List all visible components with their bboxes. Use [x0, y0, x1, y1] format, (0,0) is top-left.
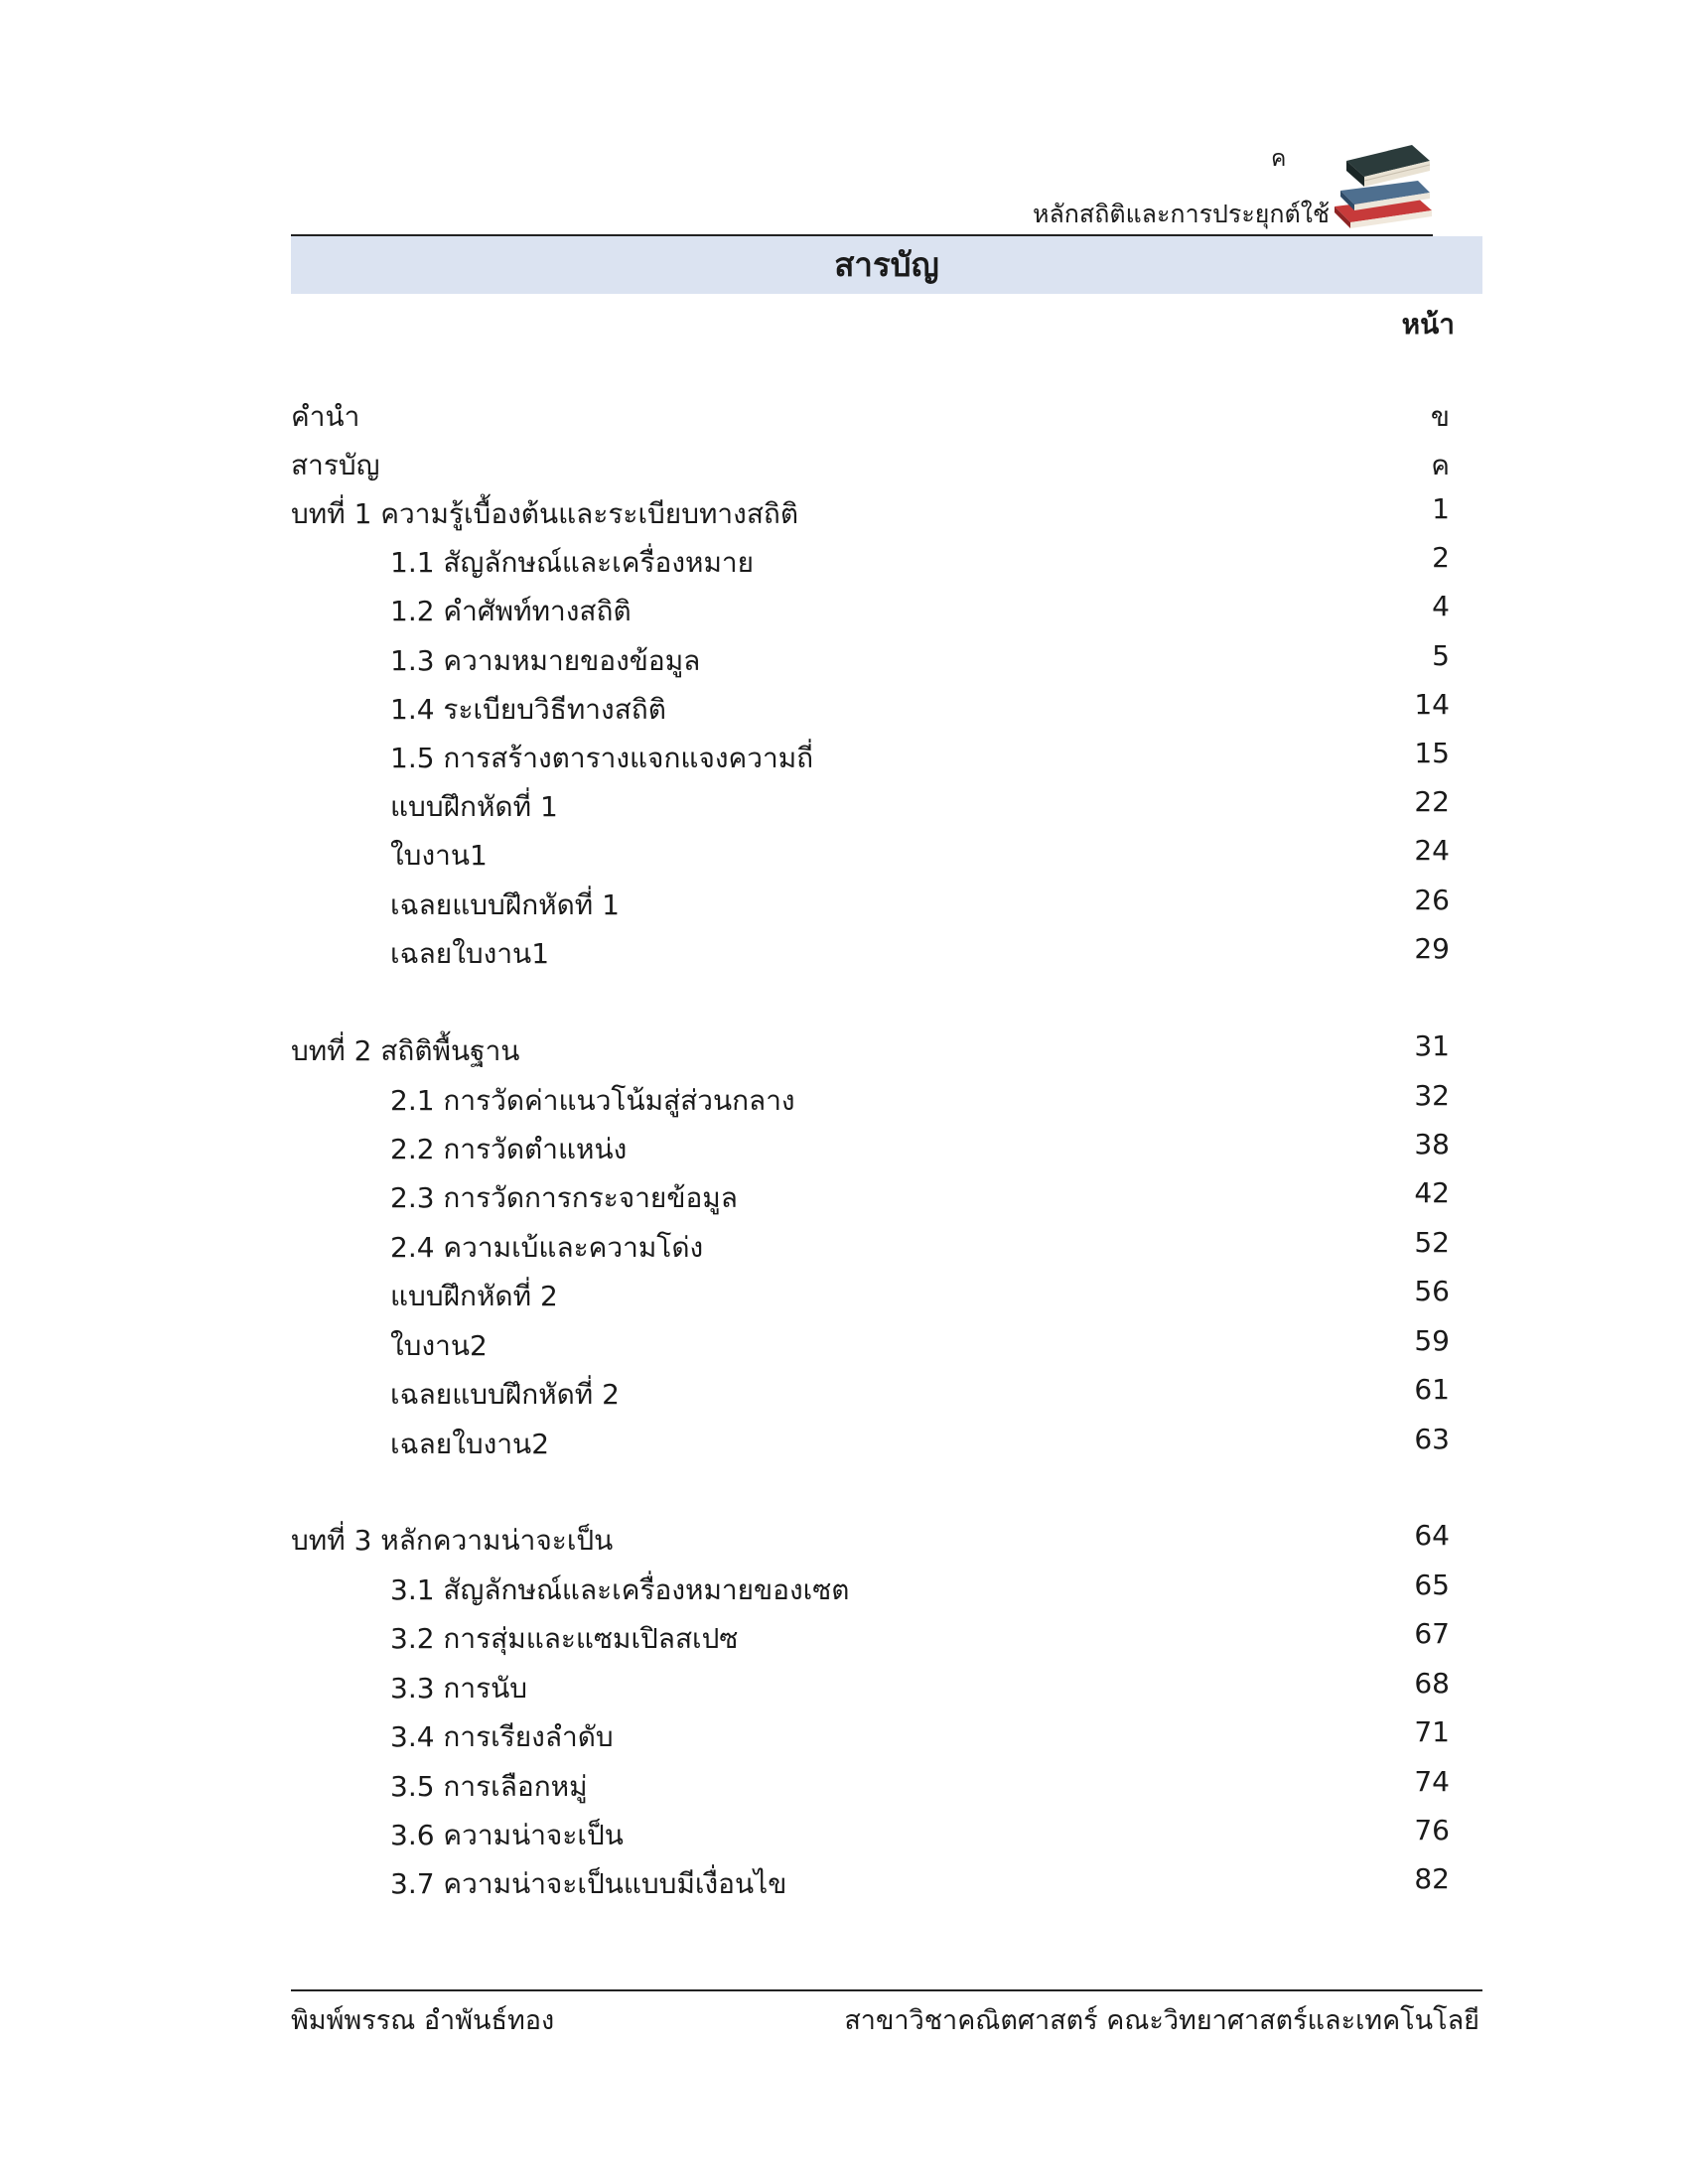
toc-entry-page: 52 — [1414, 1226, 1450, 1259]
toc-entry-label: บทที่ 2 สถิติพื้นฐาน — [291, 1034, 520, 1067]
toc-entry-label: 3.6 ความน่าจะเป็น — [390, 1819, 624, 1851]
toc-entry-label: 1.2 คำศัพท์ทางสถิติ — [390, 595, 632, 627]
toc-entry-page: 32 — [1414, 1079, 1450, 1112]
toc-entry — [0, 688, 1688, 734]
toc-entry-page: 59 — [1414, 1324, 1450, 1357]
toc-entry-label: 2.4 ความเบ้และความโด่ง — [390, 1231, 704, 1264]
toc-entry-page: 26 — [1414, 884, 1450, 916]
toc-entry — [0, 1765, 1688, 1811]
toc-entry-page: 63 — [1414, 1423, 1450, 1455]
toc-entry-page: 65 — [1414, 1569, 1450, 1601]
header-page-letter: ค — [1271, 146, 1287, 172]
toc-entry — [0, 492, 1688, 538]
books-icon — [1321, 135, 1440, 234]
toc-entry — [0, 1667, 1688, 1712]
header-book-title: หลักสถิติและการประยุกต์ใช้ — [1033, 200, 1330, 228]
toc-entry — [0, 590, 1688, 635]
toc-entry-page: 64 — [1414, 1519, 1450, 1552]
toc-entry — [0, 1324, 1688, 1370]
toc-entry — [0, 1519, 1688, 1565]
toc-entry-label: สารบัญ — [291, 449, 380, 481]
toc-entry — [0, 1128, 1688, 1173]
toc-entry-label: แบบฝึกหัดที่ 1 — [390, 790, 558, 823]
toc-entry-page: ค — [1431, 449, 1450, 481]
toc-entry-label: ใบงาน1 — [390, 839, 488, 872]
toc-entry-page: 56 — [1414, 1275, 1450, 1307]
toc-entry-label: 1.1 สัญลักษณ์และเครื่องหมาย — [390, 546, 755, 579]
toc-entry-page: 31 — [1414, 1029, 1450, 1062]
toc-entry-label: บทที่ 3 หลักความน่าจะเป็น — [291, 1524, 614, 1557]
footer-author: พิมพ์พรรณ อำพันธ์ทอง — [291, 2005, 555, 2036]
toc-entry-page: 14 — [1414, 688, 1450, 721]
toc-entry-label: 3.7 ความน่าจะเป็นแบบมีเงื่อนไข — [390, 1867, 787, 1900]
toc-entry — [0, 1423, 1688, 1468]
toc-entry — [0, 737, 1688, 782]
toc-entry-page: 22 — [1414, 785, 1450, 818]
toc-entry — [0, 932, 1688, 978]
toc-entry-label: เฉลยใบงาน1 — [390, 937, 550, 970]
toc-entry-label: 3.4 การเรียงลำดับ — [390, 1720, 614, 1753]
toc-entry — [0, 1029, 1688, 1075]
toc-entry-page: 67 — [1414, 1617, 1450, 1650]
toc-entry-label: 3.2 การสุ่มและแซมเปิลสเปซ — [390, 1622, 739, 1655]
toc-entry-page: 76 — [1414, 1814, 1450, 1846]
toc-entry-page: 61 — [1414, 1373, 1450, 1406]
toc-entry-label: ใบงาน2 — [390, 1329, 488, 1362]
toc-entry — [0, 1275, 1688, 1320]
toc-title: สารบัญ — [291, 236, 1482, 294]
toc-entry — [0, 1862, 1688, 1908]
toc-entry-label: 2.1 การวัดค่าแนวโน้มสู่ส่วนกลาง — [390, 1084, 795, 1117]
toc-entry-page: 15 — [1414, 737, 1450, 769]
toc-entry-label: แบบฝึกหัดที่ 2 — [390, 1280, 558, 1312]
toc-entry — [0, 541, 1688, 587]
toc-entry-page: 68 — [1414, 1667, 1450, 1700]
toc-entry — [0, 1569, 1688, 1614]
page-column-label: หน้า — [1401, 308, 1455, 341]
toc-entry — [0, 444, 1688, 489]
toc-entry — [0, 884, 1688, 929]
toc-entry-label: 1.5 การสร้างตารางแจกแจงความถี่ — [390, 742, 814, 774]
toc-entry — [0, 1176, 1688, 1222]
toc-entry-page: ข — [1430, 400, 1450, 433]
toc-entry-page: 5 — [1432, 639, 1450, 672]
toc-entry — [0, 1715, 1688, 1761]
toc-entry-label: บทที่ 1 ความรู้เบื้องต้นและระเบียบทางสถิติ — [291, 497, 799, 530]
toc-entry — [0, 1373, 1688, 1419]
toc-entry-label: 2.2 การวัดตำแหน่ง — [390, 1133, 628, 1165]
toc-entry — [0, 1079, 1688, 1125]
toc-entry-page: 2 — [1432, 541, 1450, 574]
toc-entry-label: 3.5 การเลือกหมู่ — [390, 1770, 588, 1803]
toc-entry-label: เฉลยแบบฝึกหัดที่ 1 — [390, 888, 620, 921]
toc-entry-page: 71 — [1414, 1715, 1450, 1748]
toc-entry-page: 29 — [1414, 932, 1450, 965]
toc-entry — [0, 1226, 1688, 1272]
toc-entry-label: 2.3 การวัดการกระจายข้อมูล — [390, 1181, 738, 1214]
toc-entry — [0, 834, 1688, 880]
toc-entry — [0, 395, 1688, 441]
toc-entry-page: 1 — [1432, 492, 1450, 525]
toc-entry-label: เฉลยใบงาน2 — [390, 1428, 550, 1460]
toc-entry — [0, 785, 1688, 831]
toc-entry-page: 42 — [1414, 1176, 1450, 1209]
toc-entry — [0, 639, 1688, 685]
toc-entry — [0, 1814, 1688, 1859]
toc-entry — [0, 1617, 1688, 1663]
toc-entry-page: 4 — [1432, 590, 1450, 622]
toc-entry-page: 82 — [1414, 1862, 1450, 1895]
toc-entry-label: คำนำ — [291, 400, 360, 433]
toc-entry-page: 24 — [1414, 834, 1450, 867]
toc-entry-label: 1.3 ความหมายของข้อมูล — [390, 644, 701, 677]
toc-entry-page: 38 — [1414, 1128, 1450, 1160]
toc-entry-page: 74 — [1414, 1765, 1450, 1798]
footer-department: สาขาวิชาคณิตศาสตร์ คณะวิทยาศาสตร์และเทคโนโลยี — [844, 2005, 1479, 2036]
toc-entry-label: 1.4 ระเบียบวิธีทางสถิติ — [390, 693, 666, 726]
toc-entry-label: 3.3 การนับ — [390, 1672, 528, 1705]
footer-rule — [291, 1989, 1482, 1991]
toc-entry-label: เฉลยแบบฝึกหัดที่ 2 — [390, 1378, 620, 1411]
toc-entry-label: 3.1 สัญลักษณ์และเครื่องหมายของเซต — [390, 1573, 850, 1606]
